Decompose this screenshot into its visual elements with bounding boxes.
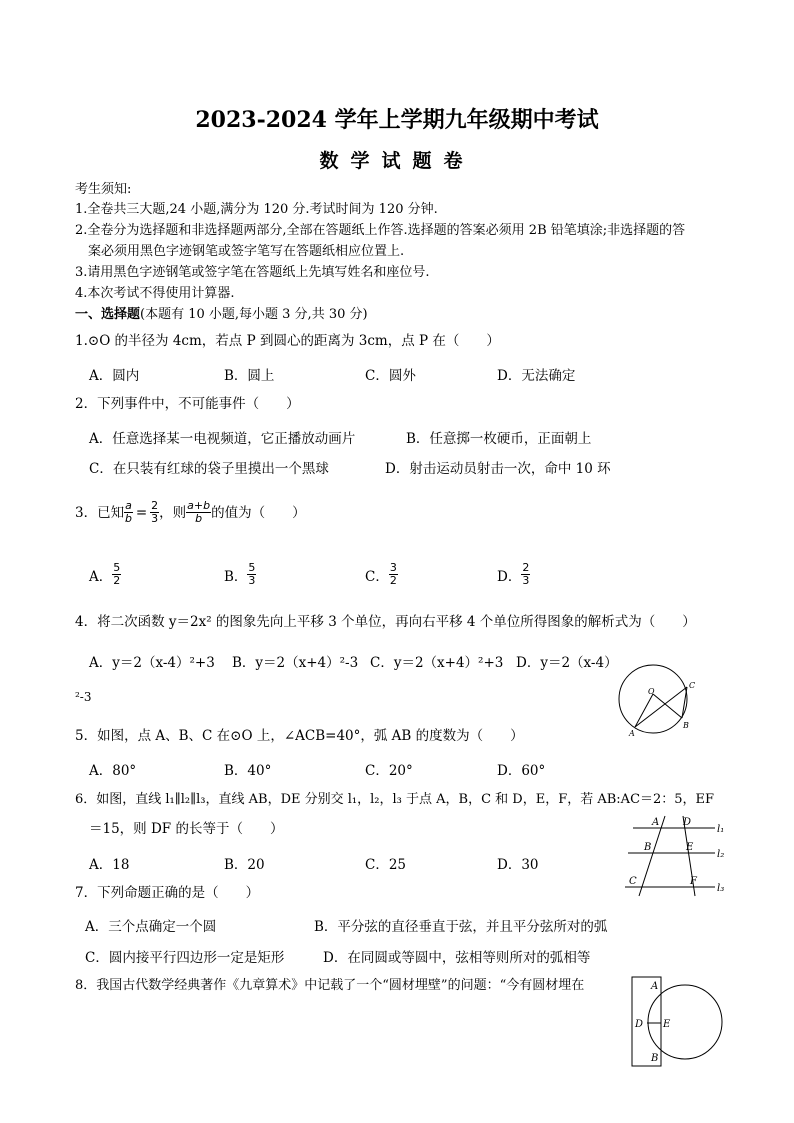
notice-item: 4.本次考试不得使用计算器. — [75, 286, 235, 301]
q3-option-label: A． — [89, 568, 113, 585]
q3-option-d — [497, 562, 530, 587]
q6-option-b: B．20 — [224, 857, 265, 873]
q3-given-num: a — [125, 499, 132, 512]
q1-option-c: C．圆外 — [365, 368, 416, 384]
q3-equals: = — [135, 504, 148, 521]
q6-option-d: D．30 — [497, 857, 539, 873]
q3-expr-num: a+b — [187, 499, 211, 512]
label-b: B — [651, 1053, 659, 1064]
label-a: A — [651, 981, 659, 992]
q4-overflow-text: ²-3 — [75, 690, 92, 704]
q3-suffix: 的值为（ ） — [211, 504, 306, 521]
q3-given-val-den: 3 — [151, 512, 159, 525]
q6-option-c: C．25 — [365, 857, 407, 873]
q5-option-d: D．60° — [497, 763, 546, 779]
q5-circle-figure — [615, 664, 705, 744]
q1-option-d: D．无法确定 — [497, 368, 576, 384]
q4-option-c: C．y＝2（x+4）²+3 — [370, 655, 504, 671]
exam-subtitle: 数学试题卷 — [319, 150, 475, 172]
notice-item: 案必须用黑色字迹钢笔或签字笔写在答题纸相应位置上. — [88, 244, 405, 259]
q7-stem: 7．下列命题正确的是（ ） — [75, 885, 260, 901]
q7-option-c: C．圆内接平行四边形一定是矩形 — [85, 950, 285, 966]
q3-stem — [75, 500, 306, 525]
q3-option-den: 2 — [113, 574, 121, 587]
q8-wall-circle-figure — [630, 976, 725, 1068]
q7-option-a: A．三个点确定一个圆 — [85, 919, 217, 935]
q5-option-a: A．80° — [89, 763, 137, 779]
q5-option-b: B．40° — [224, 763, 272, 779]
label-b: B — [683, 721, 689, 730]
q3-given-den: b — [124, 512, 132, 525]
q3-option-num: 2 — [522, 561, 530, 574]
q3-option-fraction — [521, 562, 530, 587]
q5-stem: 5．如图，点 A、B、C 在⊙O 上，∠ACB=40°，弧 AB 的度数为（ ） — [75, 728, 524, 744]
segment-oa — [635, 694, 653, 727]
q3-option-label: C． — [365, 568, 389, 585]
q4-option-b: B．y＝2（x+4）²-3 — [232, 655, 359, 671]
label-c: C — [689, 681, 696, 690]
q1-option-a: A．圆内 — [89, 368, 140, 384]
q3-option-a — [89, 562, 121, 587]
exam-title: 2023-2024 学年上学期九年级期中考试 — [195, 107, 599, 133]
label-l2: l₂ — [717, 849, 725, 860]
q3-option-den: 3 — [522, 574, 530, 587]
q2-option-a: A．任意选择某一电视频道，它正播放动画片 — [89, 431, 356, 447]
q3-option-fraction — [389, 562, 398, 587]
q2-option-b: B．任意掷一枚硬币，正面朝上 — [406, 431, 592, 447]
q3-option-fraction — [247, 562, 256, 587]
q3-option-den: 2 — [389, 574, 397, 587]
q3-option-den: 3 — [248, 574, 256, 587]
label-l3: l₃ — [717, 883, 725, 894]
label-f: F — [690, 876, 697, 887]
q2-option-d: D．射击运动员射击一次，命中 10 环 — [385, 461, 611, 477]
q3-option-num: 5 — [113, 561, 121, 574]
q3-prefix: 3．已知 — [75, 504, 125, 521]
q7-option-b: B．平分弦的直径垂直于弦，并且平分弦所对的弧 — [314, 919, 608, 935]
circle-outline — [619, 665, 687, 733]
q3-option-label: B． — [224, 568, 248, 585]
q3-option-num: 5 — [248, 561, 256, 574]
label-e: E — [686, 842, 694, 853]
segment-bc — [682, 687, 687, 718]
q4-option-a: A．y＝2（x-4）²+3 — [89, 655, 215, 671]
q4-option-d: D．y＝2（x-4） — [516, 655, 618, 671]
notice-item: 2.全卷分为选择题和非选择题两部分,全部在答题纸上作答.选择题的答案必须用 2B 铅笔填涂;非选择题的答 — [75, 223, 686, 238]
q3-given-value — [150, 500, 159, 525]
q3-option-b — [224, 562, 256, 587]
q3-expr-fraction — [186, 500, 211, 525]
notice-item: 1.全卷共三大题,24 小题,满分为 120 分.考试时间为 120 分钟. — [75, 202, 438, 217]
q6-stem-line2: ＝15，则 DF 的长等于（ ） — [89, 821, 284, 837]
q7-option-d: D．在同圆或等圆中，弦相等则所对的弧相等 — [323, 950, 591, 966]
label-e: E — [663, 1019, 671, 1030]
label-o: O — [648, 687, 655, 696]
q3-expr-den: b — [195, 512, 203, 525]
label-b: B — [644, 842, 652, 853]
q2-option-c: C．在只装有红球的袋子里摸出一个黑球 — [89, 461, 329, 477]
q3-option-c — [365, 562, 398, 587]
section-label: 一、选择题 — [75, 307, 141, 322]
q3-given-fraction — [124, 500, 133, 525]
label-a: A — [652, 817, 660, 828]
q1-option-b: B．圆上 — [224, 368, 275, 384]
q3-mid: ，则 — [159, 504, 187, 521]
label-a: A — [629, 729, 635, 738]
label-d: D — [635, 1019, 644, 1030]
section-heading — [75, 306, 368, 324]
q6-parallel-lines-figure — [625, 812, 730, 898]
q3-option-label: D． — [497, 568, 522, 585]
label-l1: l₁ — [717, 824, 725, 835]
q8-stem: 8．我国古代数学经典著作《九章算术》中记载了一个“圆材埋壁”的问题：“今有圆材埋在 — [75, 978, 585, 993]
q1-stem: 1.⊙O 的半径为 4cm，若点 P 到圆心的距离为 3cm，点 P 在（ ） — [75, 333, 500, 349]
label-c: C — [629, 876, 637, 887]
q6-option-a: A．18 — [89, 857, 130, 873]
label-d: D — [683, 817, 692, 828]
q4-stem: 4．将二次函数 y＝2x² 的图象先向上平移 3 个单位，再向右平移 4 个单位所得图象的解析式为（ ） — [75, 614, 696, 630]
notice-item: 3.请用黑色字迹钢笔或签字笔在答题纸上先填写姓名和座位号. — [75, 265, 430, 280]
notice-heading: 考生须知: — [75, 182, 132, 197]
section-desc: (本题有 10 小题,每小题 3 分,共 30 分) — [140, 307, 368, 322]
q3-option-num: 3 — [389, 561, 397, 574]
q5-option-c: C．20° — [365, 763, 413, 779]
q2-stem: 2．下列事件中，不可能事件（ ） — [75, 396, 300, 412]
q3-given-val-num: 2 — [151, 499, 159, 512]
q6-stem-line1: 6．如图，直线 l₁∥l₂∥l₃，直线 AB，DE 分别交 l₁，l₂，l₃ 于点 A，B，C 和 D，E，F，若 AB:AC＝2：5，EF — [75, 792, 715, 807]
log-circle — [648, 985, 722, 1059]
q3-option-fraction — [112, 562, 121, 587]
segment-ob — [653, 694, 682, 718]
